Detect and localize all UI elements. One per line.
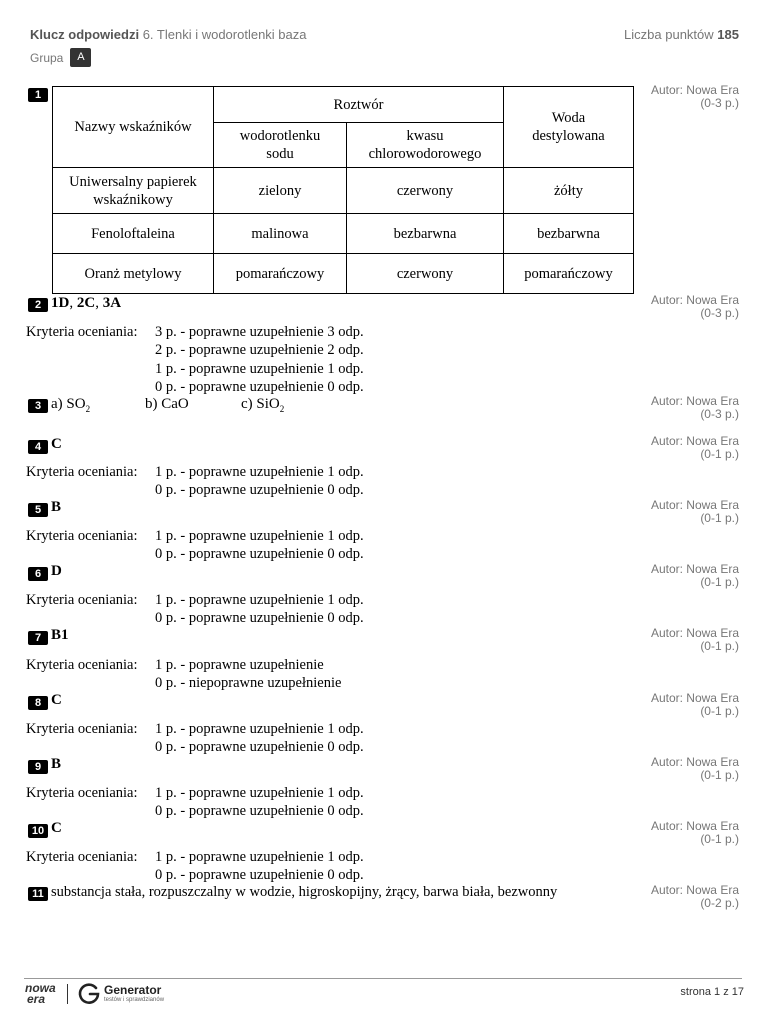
- q7-points: (0-1 p.): [700, 639, 739, 653]
- q8-points: (0-1 p.): [700, 704, 739, 718]
- criteria-label: Kryteria oceniania:: [26, 592, 138, 608]
- table-row: [53, 168, 634, 214]
- q11-author: [651, 884, 739, 910]
- question-number-9: 9: [28, 760, 48, 774]
- th-water: [504, 87, 634, 168]
- criteria-line: 3 p. - poprawne uzupełnienie 3 odp.: [155, 324, 364, 340]
- q10-points: (0-1 p.): [700, 832, 739, 846]
- question-number-5: 5: [28, 503, 48, 517]
- q3-points: (0-3 p.): [700, 407, 739, 421]
- q4-answer: [51, 436, 62, 453]
- q2-author: [651, 294, 739, 320]
- table-cell: żółty: [504, 168, 634, 214]
- q11-answer: substancja stała, rozpuszczalny w wodzie, higroskopijny, żrący, barwa biała, bezwonny: [51, 884, 558, 900]
- question-number-10: 10: [28, 824, 48, 838]
- table-cell: zielony: [214, 168, 347, 214]
- q9-points: (0-1 p.): [700, 768, 739, 782]
- criteria-line: 0 p. - poprawne uzupełnienie 0 odp.: [155, 867, 364, 884]
- th-solution: Roztwór: [214, 87, 504, 123]
- table-row: [53, 214, 634, 254]
- generator-logo-subtitle: testów i sprawdzianów: [104, 997, 165, 1003]
- q3-answer-c: [241, 396, 284, 414]
- q4-author: [651, 435, 739, 461]
- indicator-table: [52, 86, 634, 294]
- points-label: Liczba punktów: [624, 27, 714, 42]
- q9-author-text: Autor: Nowa Era: [650, 755, 739, 769]
- title-rest: 6. Tlenki i wodorotlenki baza: [142, 27, 307, 42]
- q2-author-text: Autor: Nowa Era: [650, 293, 739, 307]
- generator-logo-text: Generator: [104, 983, 162, 997]
- logo-separator: [67, 984, 68, 1004]
- page-number: strona 1 z 17: [680, 986, 744, 998]
- question-number-6: 6: [28, 567, 48, 581]
- criteria-label: Kryteria oceniania:: [26, 464, 138, 480]
- q1-author: [651, 84, 739, 110]
- q7-author-text: Autor: Nowa Era: [650, 626, 739, 640]
- table-cell: pomarańczowy: [214, 254, 347, 294]
- table-cell: bezbarwna: [347, 214, 504, 254]
- q6-answer: [51, 563, 62, 580]
- group-label: Grupa: [30, 50, 64, 65]
- q2-answer-b: 2C: [76, 295, 96, 311]
- q7-author: [651, 627, 739, 653]
- table-cell: malinowa: [214, 214, 347, 254]
- table-cell: czerwony: [347, 168, 504, 214]
- q10-answer-text: C: [51, 820, 62, 836]
- q11-author-text: Autor: Nowa Era: [650, 883, 739, 897]
- q2-sep-1: ,: [69, 295, 77, 311]
- q11-points: (0-2 p.): [700, 896, 739, 910]
- q5-author-text: Autor: Nowa Era: [650, 498, 739, 512]
- footer-divider: [24, 978, 742, 979]
- title-bold: Klucz odpowiedzi: [30, 27, 140, 42]
- q4-author-text: Autor: Nowa Era: [650, 434, 739, 448]
- q10-answer: [51, 820, 62, 837]
- q10-author-text: Autor: Nowa Era: [650, 819, 739, 833]
- criteria-label: Kryteria oceniania:: [26, 324, 138, 340]
- q4-points: (0-1 p.): [700, 447, 739, 461]
- q6-author: [651, 563, 739, 589]
- q3-c-sub: 2: [279, 404, 285, 414]
- q2-points: (0-3 p.): [700, 306, 739, 320]
- q1-author-text: Autor: Nowa Era: [650, 83, 739, 97]
- document-title: [30, 27, 306, 42]
- q6-points: (0-1 p.): [700, 575, 739, 589]
- points-total: [624, 27, 739, 42]
- row-name: [53, 168, 214, 214]
- th-hydroxide: [214, 123, 347, 168]
- th-acid-2: chlorowodorowego: [368, 146, 482, 162]
- q5-author: [651, 499, 739, 525]
- q6-answer-text: D: [51, 563, 62, 579]
- row-name-1: Uniwersalny papierek: [69, 173, 197, 190]
- q8-author-text: Autor: Nowa Era: [650, 691, 739, 705]
- criteria-line: 1 p. - poprawne uzupełnienie: [155, 657, 324, 673]
- q6-author-text: Autor: Nowa Era: [650, 562, 739, 576]
- q2-answer-c: 3A: [102, 295, 122, 311]
- q8-answer-text: C: [51, 692, 62, 708]
- th-acid: [347, 123, 504, 168]
- q1-points: (0-3 p.): [700, 96, 739, 110]
- table-cell: bezbarwna: [504, 214, 634, 254]
- criteria-line: 0 p. - poprawne uzupełnienie 0 odp.: [155, 482, 364, 499]
- criteria-line: 1 p. - poprawne uzupełnienie 1 odp.: [155, 528, 364, 544]
- criteria-line: 0 p. - poprawne uzupełnienie 0 odp.: [155, 803, 364, 820]
- table-cell: pomarańczowy: [504, 254, 634, 294]
- q5-points: (0-1 p.): [700, 511, 739, 525]
- th-water-1: Woda: [551, 110, 586, 126]
- question-number-8: 8: [28, 696, 48, 710]
- criteria-label: Kryteria oceniania:: [26, 849, 138, 865]
- row-name: Fenoloftaleina: [53, 214, 214, 254]
- th-hydroxide-1: wodorotlenku: [239, 128, 321, 144]
- criteria-line: 1 p. - poprawne uzupełnienie 1 odp.: [155, 592, 364, 608]
- table-cell: czerwony: [347, 254, 504, 294]
- q3-c-text: c) SiO: [241, 396, 280, 412]
- q2-answer: [51, 295, 121, 312]
- row-name: Oranż metylowy: [53, 254, 214, 294]
- criteria-line: 0 p. - poprawne uzupełnienie 0 odp.: [155, 546, 364, 563]
- q9-answer: [51, 756, 61, 773]
- q7-answer: [51, 627, 69, 644]
- q5-answer-text: B: [51, 499, 62, 515]
- q3-author: [651, 395, 739, 421]
- criteria-line: 1 p. - poprawne uzupełnienie 1 odp.: [155, 721, 364, 737]
- nowa-era-logo: [25, 983, 56, 1005]
- q3-answer: [51, 396, 284, 414]
- criteria-line: 1 p. - poprawne uzupełnienie 1 odp.: [155, 360, 364, 377]
- q2-sep-2: ,: [95, 295, 103, 311]
- q5-answer: [51, 499, 61, 516]
- q9-author: [651, 756, 739, 782]
- group-badge: A: [70, 48, 91, 67]
- question-number-4: 4: [28, 440, 48, 454]
- q3-answer-a: [51, 396, 145, 414]
- th-hydroxide-2: sodu: [266, 146, 294, 162]
- q3-answer-b: b) CaO: [145, 396, 189, 412]
- criteria-label: Kryteria oceniania:: [26, 721, 138, 737]
- question-number-3: 3: [28, 399, 48, 413]
- logo-nowa-text: nowa: [25, 981, 56, 995]
- q8-answer: [51, 692, 62, 709]
- q2-answer-a: 1D: [51, 295, 70, 311]
- q9-answer-text: B: [51, 756, 62, 772]
- table-row: [53, 254, 634, 294]
- th-acid-1: kwasu: [406, 128, 444, 144]
- q7-answer-text: B1: [51, 627, 69, 643]
- criteria-line: 0 p. - poprawne uzupełnienie 0 odp.: [155, 378, 364, 395]
- points-value: 185: [717, 27, 739, 42]
- q10-author: [651, 820, 739, 846]
- criteria-label: Kryteria oceniania:: [26, 785, 138, 801]
- criteria-label: Kryteria oceniania:: [26, 528, 138, 544]
- criteria-line: 0 p. - poprawne uzupełnienie 0 odp.: [155, 739, 364, 756]
- q3-a-sub: 2: [85, 404, 91, 414]
- generator-g-icon: [77, 982, 101, 1011]
- row-name-2: wskaźnikowy: [93, 191, 173, 208]
- criteria-line: 1 p. - poprawne uzupełnienie 1 odp.: [155, 785, 364, 801]
- criteria-line: 0 p. - niepoprawne uzupełnienie: [155, 675, 342, 692]
- criteria-line: 1 p. - poprawne uzupełnienie 1 odp.: [155, 849, 364, 865]
- q8-author: [651, 692, 739, 718]
- group-indicator: [30, 48, 91, 67]
- criteria-line: 1 p. - poprawne uzupełnienie 1 odp.: [155, 464, 364, 480]
- criteria-label: Kryteria oceniania:: [26, 657, 138, 673]
- question-number-1: 1: [28, 88, 48, 102]
- th-names: Nazwy wskaźników: [53, 87, 214, 168]
- criteria-line: 0 p. - poprawne uzupełnienie 0 odp.: [155, 610, 364, 627]
- q3-author-text: Autor: Nowa Era: [650, 394, 739, 408]
- criteria-line: 2 p. - poprawne uzupełnienie 2 odp.: [155, 342, 364, 359]
- q3-a-text: a) SO: [51, 396, 86, 412]
- q4-answer-text: C: [51, 436, 62, 452]
- question-number-11: 11: [28, 887, 48, 901]
- th-water-2: destylowana: [532, 128, 605, 144]
- logo-era-text: era: [27, 992, 46, 1006]
- question-number-7: 7: [28, 631, 48, 645]
- question-number-2: 2: [28, 298, 48, 312]
